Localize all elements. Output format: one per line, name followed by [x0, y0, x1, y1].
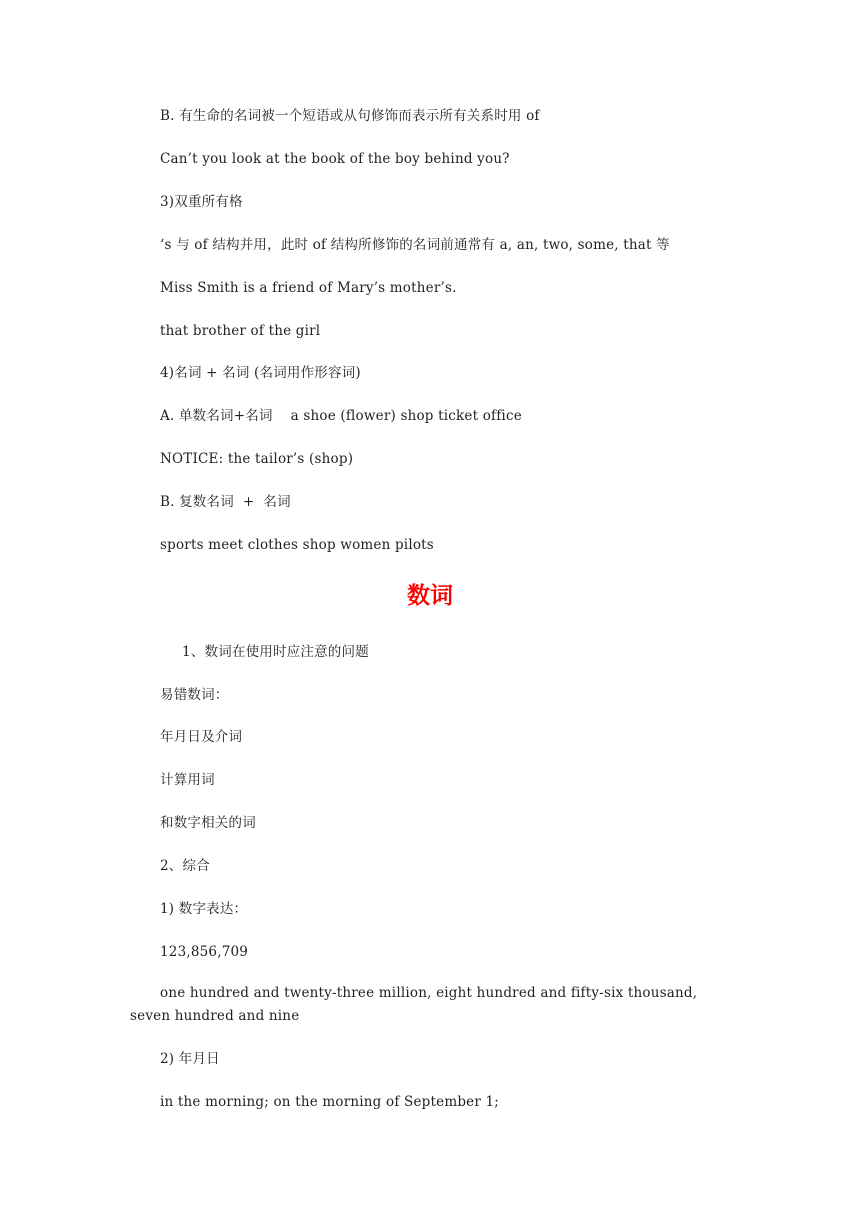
example-sentence-miss-smith: Miss Smith is a friend of Mary’s mother’s. [160, 280, 457, 296]
text-line-animate-of: B. 有生命的名词被一个短语或从句修饰而表示所有关系时用 of [160, 108, 540, 124]
example-phrase-brother: that brother of the girl [160, 323, 321, 339]
text-line-singular-noun: A. 单数名词+名词 a shoe (flower) shop ticket office [160, 408, 522, 424]
item-comprehensive: 2、综合 [160, 858, 210, 874]
example-number-in-words: one hundred and twenty-three million, eight hundred and fifty-six thousand, seven hundred and nine [130, 985, 698, 1024]
subheading-double-possessive: 3)双重所有格 [160, 194, 243, 210]
text-line-notice: NOTICE: the tailor’s (shop) [160, 451, 354, 467]
example-sentence-book: Can’t you look at the book of the boy behind you? [160, 151, 510, 167]
example-morning-phrase: in the morning; on the morning of September 1; [160, 1094, 500, 1110]
text-line-easy-wrong: 易错数词： [160, 687, 229, 703]
subheading-number-expression: 1) 数字表达： [160, 901, 248, 917]
text-line-double-possessive-rule: ‘s 与 of 结构并用，此时 of 结构所修饰的名词前通常有 a, an, two, some, that 等 [160, 237, 670, 253]
subheading-noun-noun: 4)名词 + 名词 (名词用作形容词) [160, 365, 361, 381]
subheading-dates: 2) 年月日 [160, 1051, 220, 1067]
example-phrase-sports-meet: sports meet clothes shop women pilots [160, 537, 434, 553]
text-line-plural-noun: B. 复数名词 + 名词 [160, 494, 291, 510]
text-line-dates-prepositions: 年月日及介词 [160, 729, 243, 745]
example-number: 123,856,709 [160, 944, 249, 960]
item-numerals-usage: 1、数词在使用时应注意的问题 [182, 644, 369, 660]
text-line-calculation-words: 计算用词 [160, 772, 215, 788]
text-line-number-related: 和数字相关的词 [160, 815, 256, 831]
section-heading-numerals: 数词 [407, 583, 453, 609]
